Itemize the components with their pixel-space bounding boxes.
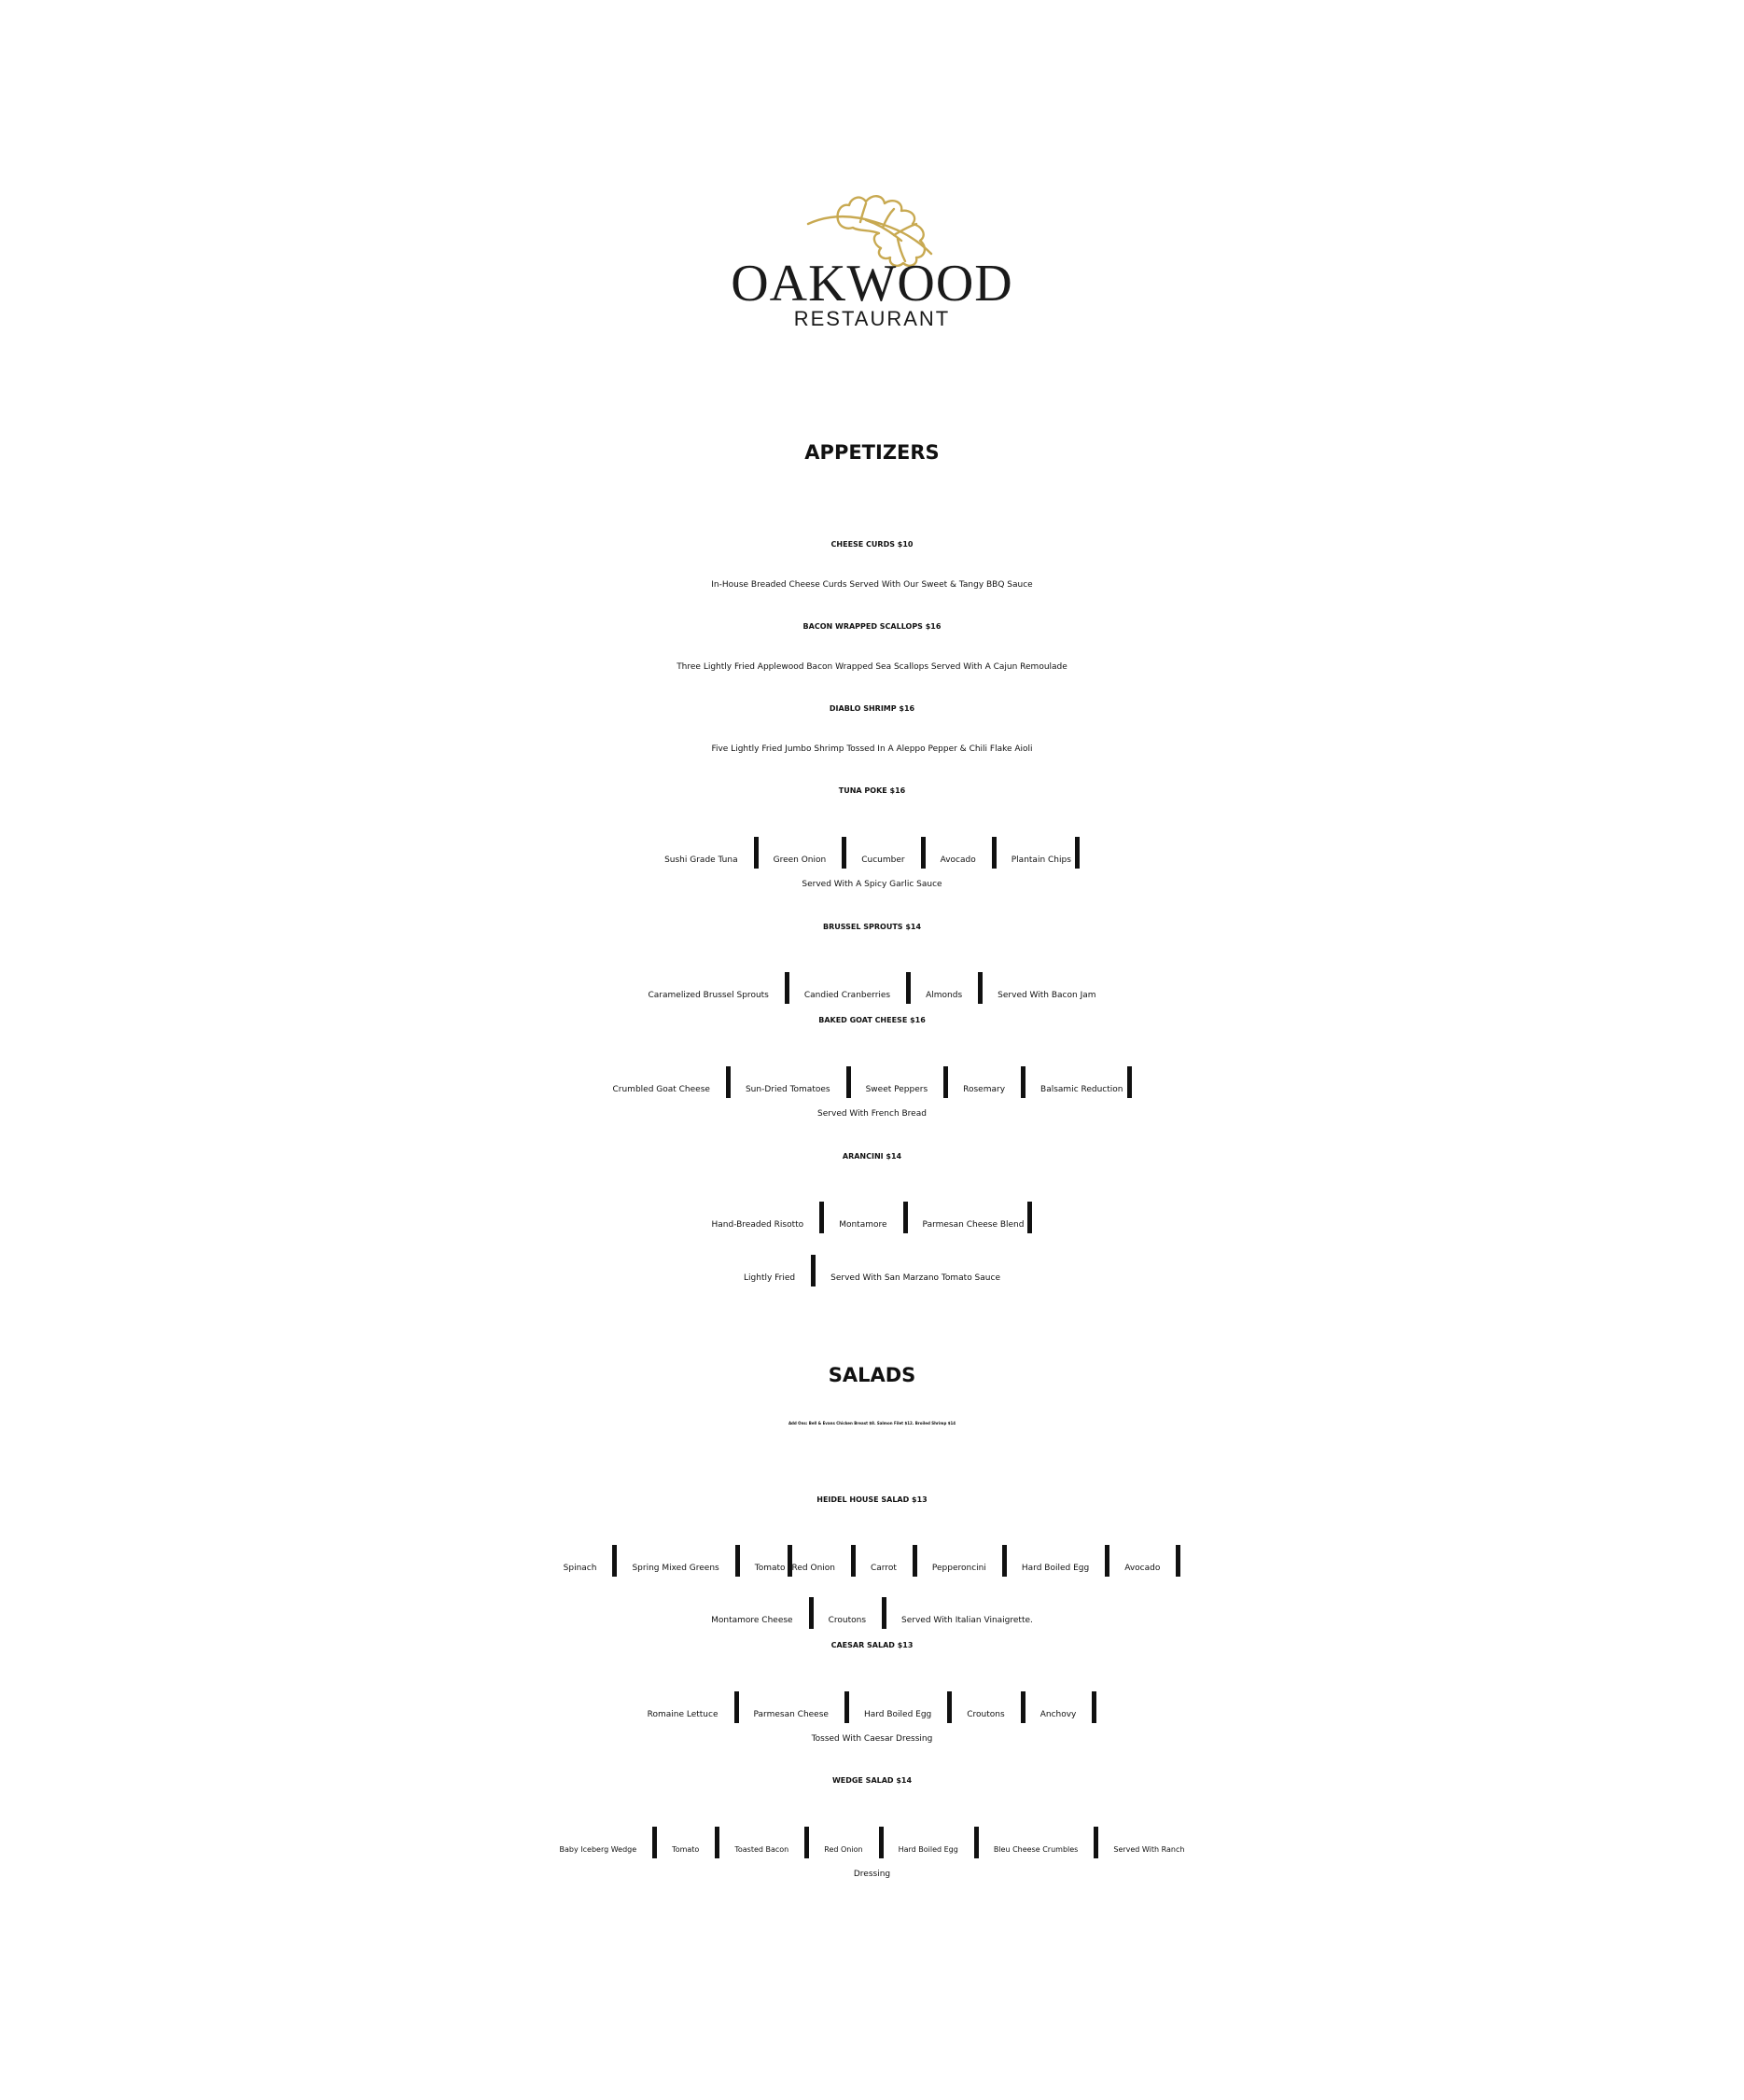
description-part: Red Onion [824,1845,863,1854]
separator-bar [906,972,911,1004]
separator-bar [811,1255,816,1286]
menu-item-description [0,1255,1744,1286]
description-part: Three Lightly Fried Applewood Bacon Wrapped Sea Scallops Served With A Cajun Remoulade [677,662,1067,672]
menu-item-name: BACON WRAPPED SCALLOPS $16 [802,622,942,631]
description-part: In-House Breaded Cheese Curds Served With Our Sweet & Tangy BBQ Sauce [711,580,1033,590]
restaurant-subtitle: RESTAURANT [793,307,951,330]
description-part: Candied Cranberries [803,991,891,1000]
separator-bar [1092,1691,1096,1723]
description-part: Baby Iceberg Wedge [559,1845,637,1854]
description-part: Anchovy [1039,1710,1077,1719]
separator-bar [1021,1691,1025,1723]
description-part: Red Onion [791,1564,835,1573]
menu-item-description [0,881,1744,889]
separator-bar [851,1545,856,1577]
separator-bar [1002,1545,1007,1577]
description-part: Parmesan Cheese Blend [922,1220,1025,1230]
description-part: Almonds [926,991,963,1000]
menu-item-name: BAKED GOAT CHEESE $16 [818,1016,926,1024]
menu-item-description [0,1597,1744,1629]
description-part: Parmesan Cheese [753,1710,829,1719]
separator-bar [804,1827,809,1858]
description-part: Carrot [871,1564,897,1573]
menu-item-name: CAESAR SALAD $13 [830,1641,914,1649]
separator-bar [809,1597,814,1629]
description-part: Croutons [828,1616,867,1625]
menu-item-name: ARANCINI $14 [842,1152,902,1161]
description-part: Lightly Fried [744,1273,796,1283]
menu-item-description [0,581,1744,590]
description-part: Dressing [853,1870,891,1879]
description-part: Tomato [754,1564,786,1573]
description-part: Crumbled Goat Cheese [612,1085,710,1094]
separator-bar [846,1066,851,1098]
description-part: Hard Boiled Egg [1021,1564,1090,1573]
description-part: Avocado [1124,1564,1161,1573]
separator-bar [882,1597,886,1629]
menu-item-description [0,972,1744,1004]
description-part: Served With Bacon Jam [998,991,1096,1000]
restaurant-name: OAKWOOD [731,255,1013,313]
description-part: Green Onion [773,855,827,865]
description-part: Tomato [672,1845,700,1854]
description-part: Served With Ranch [1113,1845,1185,1854]
separator-bar [844,1691,849,1723]
menu-item-description [0,1066,1744,1098]
description-part: Served With Italian Vinaigrette. [901,1616,1033,1625]
description-part: Rosemary [963,1085,1006,1094]
menu-item-description [0,1735,1744,1744]
salad-add-ons: Add Ons: Bell & Evans Chicken Breast $8. Salmon Filet $12. Broiled Shrimp $14 [788,1421,956,1425]
menu-item-description [0,1827,1744,1858]
separator-bar [992,837,997,869]
menu-item-description [0,1110,1744,1119]
separator-bar [785,972,789,1004]
separator-bar [1075,837,1080,869]
separator-bar [754,837,759,869]
menu-item-name: HEIDEL HOUSE SALAD $13 [816,1495,928,1504]
menu-item-name: CHEESE CURDS $10 [830,540,914,549]
separator-bar [819,1202,824,1233]
description-part: Montamore Cheese [711,1616,793,1625]
description-part: Spinach [563,1564,597,1573]
description-part: Hard Boiled Egg [898,1845,958,1854]
separator-bar [921,837,926,869]
separator-bar [1094,1827,1098,1858]
menu-item-name: WEDGE SALAD $14 [831,1776,913,1785]
description-part: Hard Boiled Egg [863,1710,932,1719]
description-part: Bleu Cheese Crumbles [993,1845,1079,1854]
description-part: Caramelized Brussel Sprouts [648,991,769,1000]
separator-bar [978,972,983,1004]
description-part: Croutons [967,1710,1005,1719]
description-part: Balsamic Reduction [1040,1085,1123,1094]
separator-bar [1027,1202,1032,1233]
menu-item-description [0,663,1744,672]
menu-item-name: BRUSSEL SPROUTS $14 [822,923,922,931]
description-part: Sweet Peppers [865,1085,928,1094]
description-part: Served With French Bread [817,1109,927,1119]
description-part: Served With A Spicy Garlic Sauce [802,880,942,889]
separator-bar [1176,1545,1180,1577]
separator-bar [726,1066,731,1098]
menu-item-name: DIABLO SHRIMP $16 [829,704,915,713]
description-part: Cucumber [861,855,905,865]
description-part: Sushi Grade Tuna [664,855,738,865]
menu-item-description [0,1871,1744,1879]
description-part: Plantain Chips [1011,855,1071,865]
separator-bar [1105,1545,1109,1577]
separator-bar [735,1545,740,1577]
separator-bar [913,1545,917,1577]
description-part: Toasted Bacon [734,1845,789,1854]
description-part: Avocado [940,855,976,865]
description-part: Montamore [839,1220,887,1230]
menu-item-description [0,1545,1744,1577]
separator-bar [612,1545,617,1577]
separator-bar [715,1827,719,1858]
salads-heading: SALADS [828,1364,916,1386]
description-part: Tossed With Caesar Dressing [811,1734,933,1744]
description-part: Romaine Lettuce [647,1710,719,1719]
separator-bar [943,1066,948,1098]
separator-bar [1127,1066,1132,1098]
appetizers-heading: APPETIZERS [804,441,940,464]
description-part: Served With San Marzano Tomato Sauce [830,1273,1000,1283]
separator-bar [652,1827,657,1858]
separator-bar [903,1202,908,1233]
menu-item-description [0,745,1744,754]
menu-item-description [0,1691,1744,1723]
separator-bar [947,1691,952,1723]
separator-bar [1021,1066,1025,1098]
description-part: Spring Mixed Greens [632,1564,719,1573]
description-part: Hand-Breaded Risotto [711,1220,804,1230]
description-part: Sun-Dried Tomatoes [745,1085,830,1094]
description-part: Pepperoncini [931,1564,986,1573]
menu-item-name: TUNA POKE $16 [838,786,906,795]
menu-item-description [0,1202,1744,1233]
separator-bar [734,1691,739,1723]
description-part: Five Lightly Fried Jumbo Shrimp Tossed In A Aleppo Pepper & Chili Flake Aioli [711,744,1033,754]
separator-bar [842,837,846,869]
separator-bar [879,1827,884,1858]
separator-bar [974,1827,979,1858]
menu-item-description [0,837,1744,869]
